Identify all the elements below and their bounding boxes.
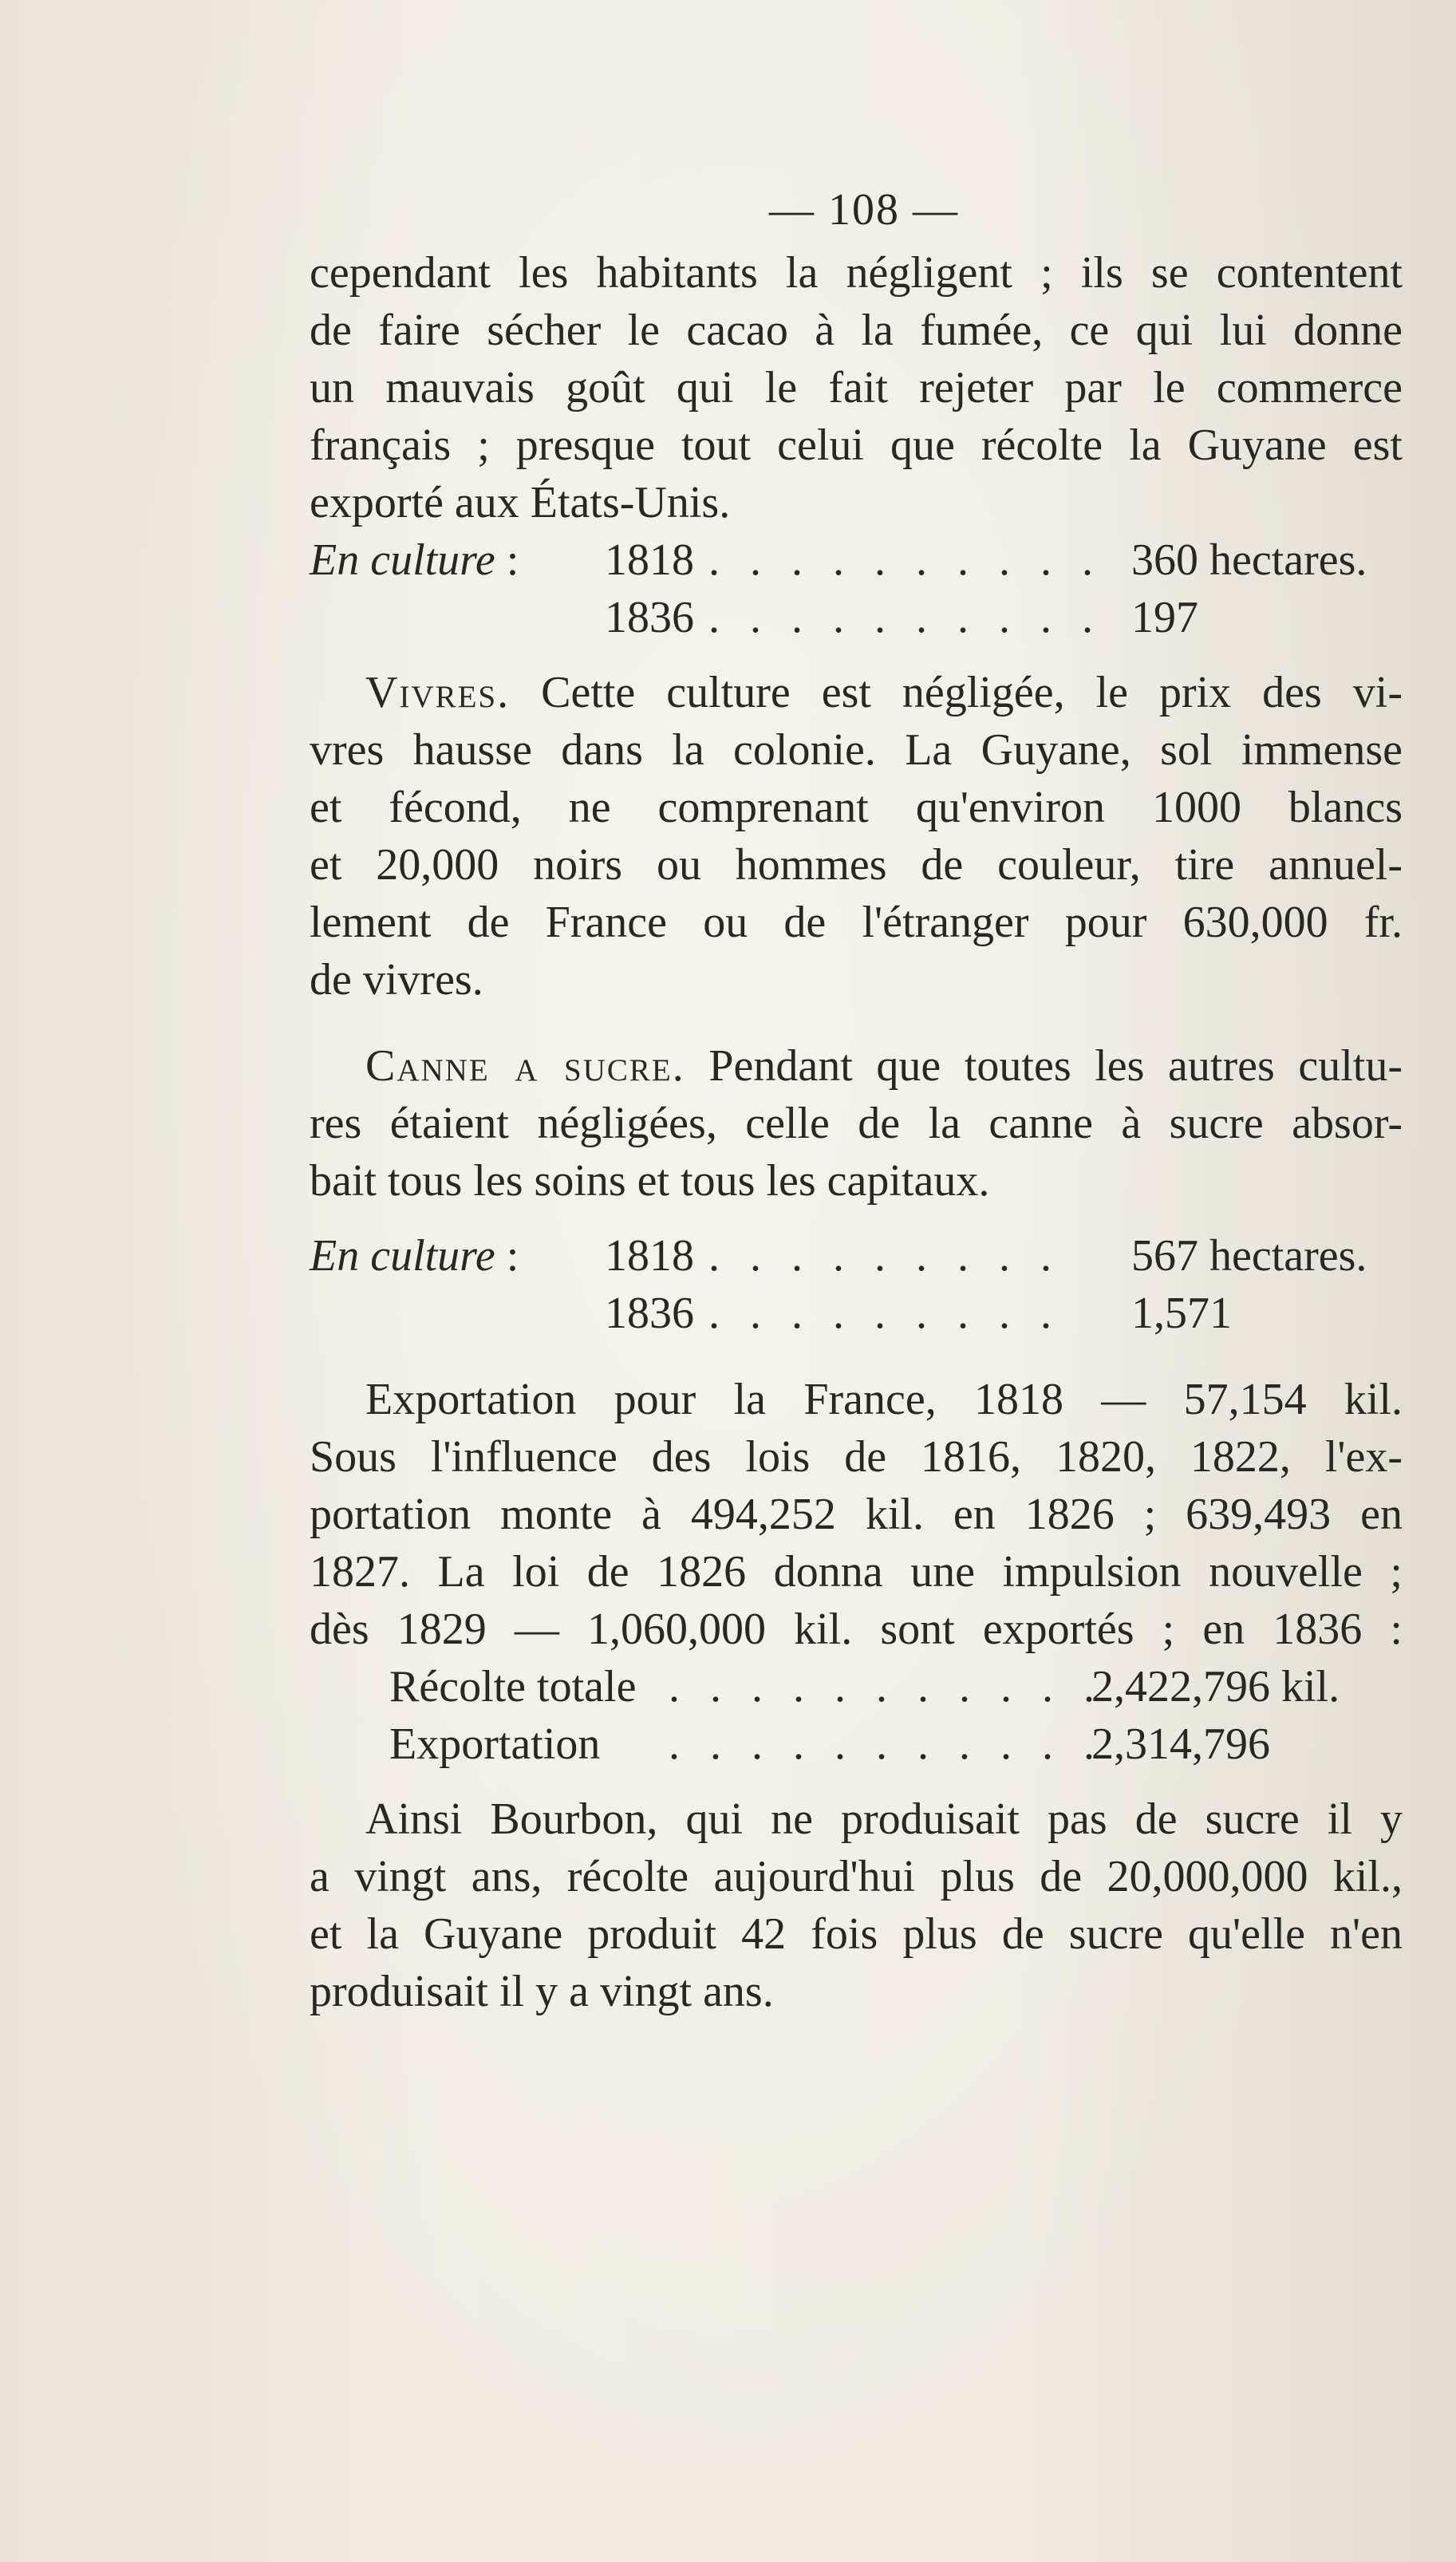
text-line: de vivres. xyxy=(310,955,483,1005)
row-label-text: En culture xyxy=(310,535,495,585)
page-text xyxy=(310,176,1403,2020)
text-run: Cette culture est négligée, le prix des vi- xyxy=(541,668,1403,717)
canne-culture-table xyxy=(310,1227,1403,1342)
row-label-sep: : xyxy=(495,535,519,585)
section-head: Vivres. xyxy=(365,668,511,717)
text-line: a vingt ans, récolte aujourd'hui plus de 20,000,000 kil., xyxy=(310,1852,1403,1901)
row-value: 2,422,796 kil. xyxy=(1091,1662,1340,1711)
row-label: Exportation xyxy=(389,1719,601,1769)
row-year: 1818 xyxy=(605,1231,694,1281)
row-year: 1818 xyxy=(605,535,694,585)
text-line: Sous l'influence des lois de 1816, 1820, 1822, l'ex- xyxy=(310,1432,1403,1482)
row-label-text: En culture xyxy=(310,1231,495,1281)
text-line: de faire sécher le cacao à la fumée, ce qui lui donne xyxy=(310,306,1403,355)
text-line: 1827. La loi de 1826 donna une impulsion nouvelle ; xyxy=(310,1547,1403,1597)
paragraph-canne xyxy=(310,1037,1403,1210)
row-label-sep: : xyxy=(495,1231,519,1281)
text-line: et fécond, ne comprenant qu'environ 1000 blancs xyxy=(310,783,1403,832)
text-line xyxy=(310,664,1403,721)
text-line: un mauvais goût qui le fait rejeter par le commerce xyxy=(310,363,1403,413)
row-year: 1836 xyxy=(605,1289,694,1338)
paragraph-cacao xyxy=(310,244,1403,531)
row-value: 567 hectares. xyxy=(1131,1231,1367,1281)
text-line: et la Guyane produit 42 fois plus de sucre qu'elle n'en xyxy=(310,1909,1403,1959)
cacao-culture-table xyxy=(310,531,1403,646)
table-row xyxy=(310,589,1403,646)
paragraph-vivres xyxy=(310,664,1403,1009)
text-line: et 20,000 noirs ou hommes de couleur, tire annuel- xyxy=(310,840,1403,890)
text-run: Pendant que toutes les autres cultu- xyxy=(708,1041,1403,1091)
table-row xyxy=(310,1227,1403,1285)
text-line: portation monte à 494,252 kil. en 1826 ; 639,493 en xyxy=(310,1490,1403,1539)
table-row xyxy=(310,1285,1403,1342)
row-leader-dots: . . . . . . . . . . . xyxy=(669,1662,1104,1711)
text-line: Ainsi Bourbon, qui ne produisait pas de sucre il y xyxy=(365,1794,1403,1844)
row-leader-dots: . . . . . . . . . . xyxy=(708,593,1103,642)
row-year: 1836 xyxy=(605,593,694,642)
text-line: Exportation pour la France, 1818 — 57,154 kil. xyxy=(365,1375,1403,1424)
table-row xyxy=(310,1715,1403,1773)
page-number: — 108 — xyxy=(769,185,959,235)
text-line: français ; presque tout celui que récolte la Guyane est xyxy=(310,420,1403,470)
totals-table xyxy=(310,1658,1403,1773)
text-line: bait tous les soins et tous les capitaux. xyxy=(310,1156,990,1206)
row-value: 1,571 xyxy=(1131,1289,1232,1338)
text-line: exporté aux États-Unis. xyxy=(310,478,731,527)
text-line: dès 1829 — 1,060,000 kil. sont exportés ; en 1836 : xyxy=(310,1605,1403,1654)
row-leader-dots: . . . . . . . . . . . xyxy=(669,1719,1104,1769)
row-leader-dots: . . . . . . . . . xyxy=(708,1289,1061,1338)
row-leader-dots: . . . . . . . . . . xyxy=(708,535,1103,585)
section-head: Canne a sucre. xyxy=(365,1041,685,1091)
row-leader-dots: . . . . . . . . . xyxy=(708,1231,1061,1281)
table-row xyxy=(310,531,1403,589)
row-value: 197 xyxy=(1131,593,1198,642)
row-label xyxy=(310,1227,519,1285)
text-line: produisait il y a vingt ans. xyxy=(310,1967,774,2016)
table-row xyxy=(310,1658,1403,1715)
paragraph-exportation xyxy=(310,1371,1403,1658)
text-line: vres hausse dans la colonie. La Guyane, sol immense xyxy=(310,725,1403,775)
row-value: 2,314,796 xyxy=(1091,1719,1270,1769)
text-line xyxy=(310,1037,1403,1095)
row-label xyxy=(310,531,519,589)
text-line: cependant les habitants la négligent ; ils se contentent xyxy=(310,248,1403,298)
row-label: Récolte totale xyxy=(389,1662,637,1711)
text-line: lement de France ou de l'étranger pour 630,000 fr. xyxy=(310,898,1403,947)
paragraph-bourbon xyxy=(310,1790,1403,2020)
text-line: res étaient négligées, celle de la canne à sucre absor- xyxy=(310,1099,1403,1148)
row-value: 360 hectares. xyxy=(1131,535,1367,585)
